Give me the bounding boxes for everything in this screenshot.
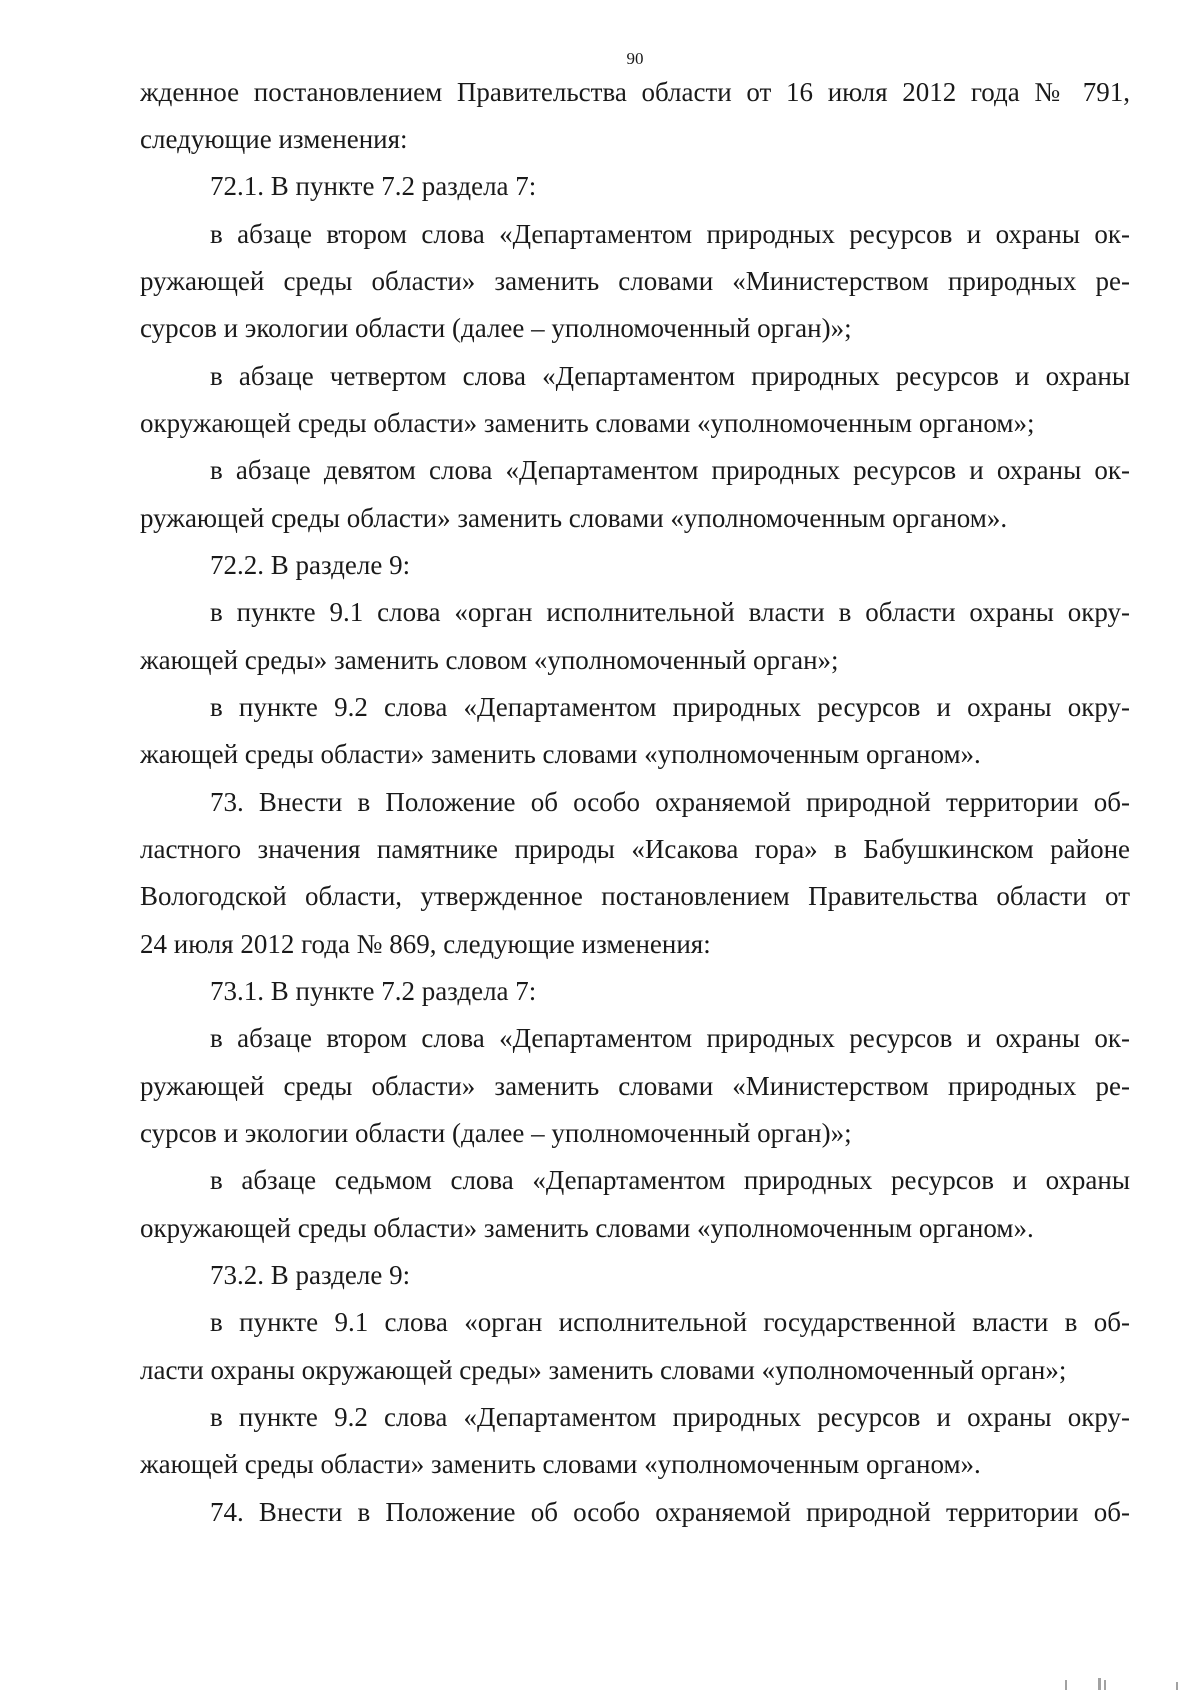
scan-speck xyxy=(1176,1682,1178,1690)
text-line: жающей среды области» заменить словами «уполномоченным органом». xyxy=(140,739,981,769)
text-line: жающей среды» заменить словом «уполномоченный орган»; xyxy=(140,645,839,675)
text-line: в абзаце девятом слова «Департаментом природных ресурсов и охраны ок- xyxy=(210,455,1130,485)
text-line: жденное постановлением Правительства области от 16 июля 2012 года № 791, xyxy=(140,77,1130,107)
text-line: ластного значения памятнике природы «Исакова гора» в Бабушкинском районе xyxy=(140,834,1130,864)
text-line: в абзаце втором слова «Департаментом природных ресурсов и охраны ок- xyxy=(210,219,1130,249)
text-line: в пункте 9.2 слова «Департаментом природных ресурсов и охраны окру- xyxy=(210,692,1130,722)
text-line: следующие изменения: xyxy=(140,124,408,154)
text-line: в абзаце втором слова «Департаментом природных ресурсов и охраны ок- xyxy=(210,1023,1130,1053)
text-line: 72.1. В пункте 7.2 раздела 7: xyxy=(210,171,537,201)
text-line: ружающей среды области» заменить словами «Министерством природных ре- xyxy=(140,1071,1130,1101)
scan-speck xyxy=(1065,1680,1067,1690)
page-number: 90 xyxy=(626,49,644,68)
text-line: ружающей среды области» заменить словами «уполномоченным органом». xyxy=(140,503,1008,533)
text-line: ружающей среды области» заменить словами «Министерством природных ре- xyxy=(140,266,1130,296)
text-line: ласти охраны окружающей среды» заменить словами «уполномоченный орган»; xyxy=(140,1355,1067,1385)
text-line: сурсов и экологии области (далее – уполномоченный орган)»; xyxy=(140,1118,852,1148)
scan-speck xyxy=(1104,1680,1106,1690)
scan-speck xyxy=(1098,1678,1101,1690)
text-line: жающей среды области» заменить словами «уполномоченным органом». xyxy=(140,1449,981,1479)
text-line: сурсов и экологии области (далее – уполномоченный орган)»; xyxy=(140,313,852,343)
text-line: в пункте 9.1 слова «орган исполнительной государственной власти в об- xyxy=(210,1307,1130,1337)
text-line: в пункте 9.1 слова «орган исполнительной власти в области охраны окру- xyxy=(210,597,1130,627)
text-line: 73.1. В пункте 7.2 раздела 7: xyxy=(210,976,537,1006)
text-line: окружающей среды области» заменить словами «уполномоченным органом»; xyxy=(140,408,1035,438)
text-line: 74. Внести в Положение об особо охраняемой природной территории об- xyxy=(210,1497,1130,1527)
text-line: 72.2. В разделе 9: xyxy=(210,550,411,580)
text-line: в абзаце четвертом слова «Департаментом природных ресурсов и охраны xyxy=(210,361,1130,391)
text-line: 73. Внести в Положение об особо охраняемой природной территории об- xyxy=(210,787,1130,817)
text-line: в пункте 9.2 слова «Департаментом природных ресурсов и охраны окру- xyxy=(210,1402,1130,1432)
text-line: окружающей среды области» заменить словами «уполномоченным органом». xyxy=(140,1213,1034,1243)
text-line: 24 июля 2012 года № 869, следующие изменения: xyxy=(140,929,711,959)
text-line: Вологодской области, утвержденное постановлением Правительства области от xyxy=(140,881,1130,911)
text-line: 73.2. В разделе 9: xyxy=(210,1260,411,1290)
text-line: в абзаце седьмом слова «Департаментом природных ресурсов и охраны xyxy=(210,1165,1130,1195)
